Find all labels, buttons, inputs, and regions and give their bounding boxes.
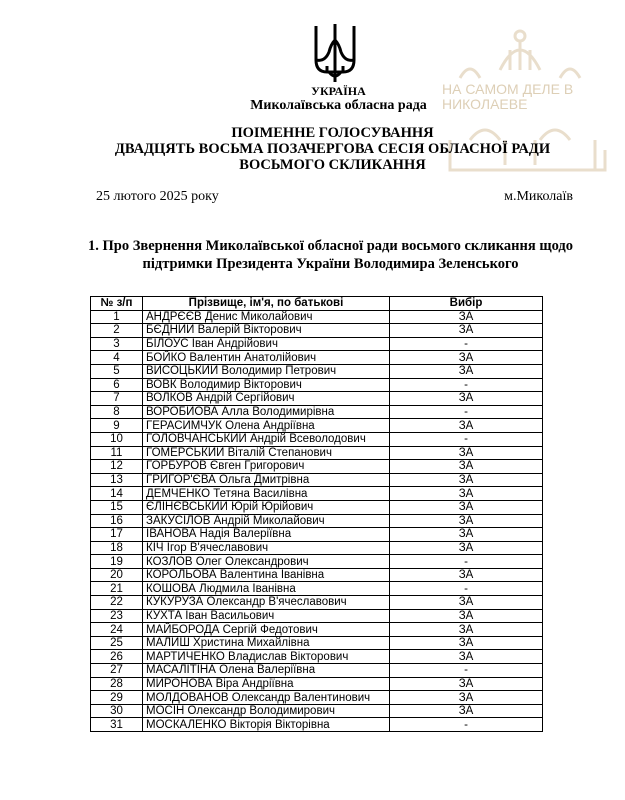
- vote-choice-cell: ЗА: [390, 392, 543, 406]
- deputy-name-cell: МИРОНОВА Віра Андріївна: [143, 677, 390, 691]
- vote-table: [90, 296, 543, 732]
- vote-choice-cell: ЗА: [390, 324, 543, 338]
- deputy-name-cell: КУХТА Іван Васильович: [143, 609, 390, 623]
- deputy-name-cell: ГЕРАСИМЧУК Олена Андріївна: [143, 419, 390, 433]
- row-number-cell: 14: [91, 487, 143, 501]
- row-number-cell: 7: [91, 392, 143, 406]
- row-number-cell: 30: [91, 704, 143, 718]
- row-number-cell: 19: [91, 555, 143, 569]
- table-row: [91, 623, 543, 637]
- row-number-cell: 6: [91, 378, 143, 392]
- watermark-text: НА САМОМ ДЕЛЕ В НИКОЛАЕВЕ: [442, 81, 574, 112]
- deputy-name-cell: ГОЛОВЧАНСЬКИЙ Андрій Всеволодович: [143, 432, 390, 446]
- deputy-name-cell: БЄДНИЙ Валерій Вікторович: [143, 324, 390, 338]
- table-row: [91, 460, 543, 474]
- table-row: [91, 650, 543, 664]
- vote-choice-cell: -: [390, 337, 543, 351]
- deputy-name-cell: ЗАКУСІЛОВ Андрій Миколайович: [143, 514, 390, 528]
- table-row: [91, 677, 543, 691]
- table-row: [91, 500, 543, 514]
- document-title-line-1: ПОІМЕННЕ ГОЛОСУВАННЯ: [231, 125, 434, 141]
- document-title-line-2: ДВАДЦЯТЬ ВОСЬМА ПОЗАЧЕРГОВА СЕСІЯ ОБЛАСНОЇ РАДИ: [114, 141, 551, 157]
- vote-choice-cell: ЗА: [390, 460, 543, 474]
- row-number-cell: 15: [91, 500, 143, 514]
- row-number-cell: 13: [91, 473, 143, 487]
- vote-choice-cell: -: [390, 555, 543, 569]
- table-row: [91, 324, 543, 338]
- deputy-name-cell: ІВАНОВА Надія Валеріївна: [143, 528, 390, 542]
- deputy-name-cell: ГОМЕРСЬКИЙ Віталій Степанович: [143, 446, 390, 460]
- table-row: [91, 446, 543, 460]
- vote-choice-cell: ЗА: [390, 650, 543, 664]
- document-city: м.Миколаїв: [504, 189, 573, 204]
- deputy-name-cell: КОШОВА Людмила Іванівна: [143, 582, 390, 596]
- vote-table-body: [91, 310, 543, 731]
- column-header-vote: Вибір: [390, 297, 543, 311]
- deputy-name-cell: ГОРБУРОВ Євген Григорович: [143, 460, 390, 474]
- row-number-cell: 23: [91, 609, 143, 623]
- column-header-number: № з/п: [91, 297, 143, 311]
- table-row: [91, 419, 543, 433]
- vote-choice-cell: ЗА: [390, 351, 543, 365]
- vote-choice-cell: ЗА: [390, 609, 543, 623]
- document-date: 25 лютого 2025 року: [96, 189, 219, 204]
- row-number-cell: 25: [91, 636, 143, 650]
- vote-choice-cell: ЗА: [390, 446, 543, 460]
- row-number-cell: 24: [91, 623, 143, 637]
- table-row: [91, 718, 543, 732]
- row-number-cell: 16: [91, 514, 143, 528]
- row-number-cell: 12: [91, 460, 143, 474]
- table-row: [91, 487, 543, 501]
- row-number-cell: 28: [91, 677, 143, 691]
- table-row: [91, 664, 543, 678]
- row-number-cell: 26: [91, 650, 143, 664]
- row-number-cell: 9: [91, 419, 143, 433]
- table-row: [91, 528, 543, 542]
- deputy-name-cell: МАЛИШ Христина Михайлівна: [143, 636, 390, 650]
- row-number-cell: 3: [91, 337, 143, 351]
- deputy-name-cell: МАРТИЧЕНКО Владислав Вікторович: [143, 650, 390, 664]
- council-name: Миколаївська обласна рада: [250, 98, 427, 113]
- row-number-cell: 21: [91, 582, 143, 596]
- deputy-name-cell: МОСКАЛЕНКО Вікторія Вікторівна: [143, 718, 390, 732]
- table-row: [91, 405, 543, 419]
- table-row: [91, 473, 543, 487]
- deputy-name-cell: АНДРЄЄВ Денис Миколайович: [143, 310, 390, 324]
- vote-choice-cell: -: [390, 378, 543, 392]
- table-row: [91, 514, 543, 528]
- deputy-name-cell: МОЛДОВАНОВ Олександр Валентинович: [143, 691, 390, 705]
- question-line-2: підтримки Президента України Володимира Зеленського: [142, 256, 519, 272]
- table-row: [91, 691, 543, 705]
- row-number-cell: 11: [91, 446, 143, 460]
- vote-choice-cell: ЗА: [390, 310, 543, 324]
- row-number-cell: 2: [91, 324, 143, 338]
- deputy-name-cell: МАЙБОРОДА Сергій Федотович: [143, 623, 390, 637]
- table-row: [91, 392, 543, 406]
- deputy-name-cell: КІЧ Ігор В'ячеславович: [143, 541, 390, 555]
- table-row: [91, 378, 543, 392]
- deputy-name-cell: ДЕМЧЕНКО Тетяна Василівна: [143, 487, 390, 501]
- row-number-cell: 18: [91, 541, 143, 555]
- column-header-name: Прізвище, ім'я, по батькові: [143, 297, 390, 311]
- table-row: [91, 541, 543, 555]
- table-header-row: [91, 297, 543, 311]
- deputy-name-cell: КОЗЛОВ Олег Олександрович: [143, 555, 390, 569]
- vote-choice-cell: ЗА: [390, 677, 543, 691]
- question-line-1: 1. Про Звернення Миколаївської обласної ради восьмого скликання щодо: [88, 238, 573, 254]
- vote-choice-cell: ЗА: [390, 419, 543, 433]
- table-row: [91, 310, 543, 324]
- table-row: [91, 555, 543, 569]
- table-row: [91, 609, 543, 623]
- deputy-name-cell: ВОВК Володимир Вікторович: [143, 378, 390, 392]
- table-row: [91, 364, 543, 378]
- vote-choice-cell: ЗА: [390, 568, 543, 582]
- vote-choice-cell: ЗА: [390, 473, 543, 487]
- row-number-cell: 1: [91, 310, 143, 324]
- vote-choice-cell: ЗА: [390, 636, 543, 650]
- table-row: [91, 636, 543, 650]
- vote-choice-cell: ЗА: [390, 596, 543, 610]
- vote-choice-cell: ЗА: [390, 500, 543, 514]
- vote-choice-cell: ЗА: [390, 541, 543, 555]
- row-number-cell: 4: [91, 351, 143, 365]
- vote-choice-cell: ЗА: [390, 364, 543, 378]
- trident-emblem-icon: [313, 22, 357, 84]
- row-number-cell: 10: [91, 432, 143, 446]
- table-row: [91, 582, 543, 596]
- deputy-name-cell: ВИСОЦЬКИЙ Володимир Петрович: [143, 364, 390, 378]
- table-row: [91, 568, 543, 582]
- vote-choice-cell: -: [390, 664, 543, 678]
- deputy-name-cell: ВОРОБЙОВА Алла Володимирівна: [143, 405, 390, 419]
- vote-choice-cell: -: [390, 718, 543, 732]
- vote-choice-cell: ЗА: [390, 487, 543, 501]
- deputy-name-cell: ВОЛКОВ Андрій Сергійович: [143, 392, 390, 406]
- table-row: [91, 704, 543, 718]
- vote-choice-cell: ЗА: [390, 704, 543, 718]
- vote-choice-cell: -: [390, 582, 543, 596]
- row-number-cell: 17: [91, 528, 143, 542]
- row-number-cell: 29: [91, 691, 143, 705]
- table-row: [91, 432, 543, 446]
- row-number-cell: 5: [91, 364, 143, 378]
- row-number-cell: 8: [91, 405, 143, 419]
- deputy-name-cell: МОСІН Олександр Володимирович: [143, 704, 390, 718]
- row-number-cell: 31: [91, 718, 143, 732]
- deputy-name-cell: ГРИГОР'ЄВА Ольга Дмитрівна: [143, 473, 390, 487]
- vote-choice-cell: -: [390, 432, 543, 446]
- row-number-cell: 20: [91, 568, 143, 582]
- row-number-cell: 22: [91, 596, 143, 610]
- row-number-cell: 27: [91, 664, 143, 678]
- deputy-name-cell: ЄЛІНЄВСЬКИЙ Юрій Юрійович: [143, 500, 390, 514]
- deputy-name-cell: БІЛОУС Іван Андрійович: [143, 337, 390, 351]
- vote-choice-cell: ЗА: [390, 528, 543, 542]
- table-row: [91, 351, 543, 365]
- vote-choice-cell: ЗА: [390, 514, 543, 528]
- table-row: [91, 337, 543, 351]
- deputy-name-cell: БОЙКО Валентин Анатолійович: [143, 351, 390, 365]
- deputy-name-cell: КУКУРУЗА Олександр В'ячеславович: [143, 596, 390, 610]
- table-row: [91, 596, 543, 610]
- document-title-line-3: ВОСЬМОГО СКЛИКАННЯ: [239, 157, 426, 173]
- country-label: УКРАЇНА: [311, 84, 366, 98]
- vote-choice-cell: -: [390, 405, 543, 419]
- vote-choice-cell: ЗА: [390, 691, 543, 705]
- vote-choice-cell: ЗА: [390, 623, 543, 637]
- deputy-name-cell: КОРОЛЬОВА Валентина Іванівна: [143, 568, 390, 582]
- deputy-name-cell: МАСАЛІТІНА Олена Валеріївна: [143, 664, 390, 678]
